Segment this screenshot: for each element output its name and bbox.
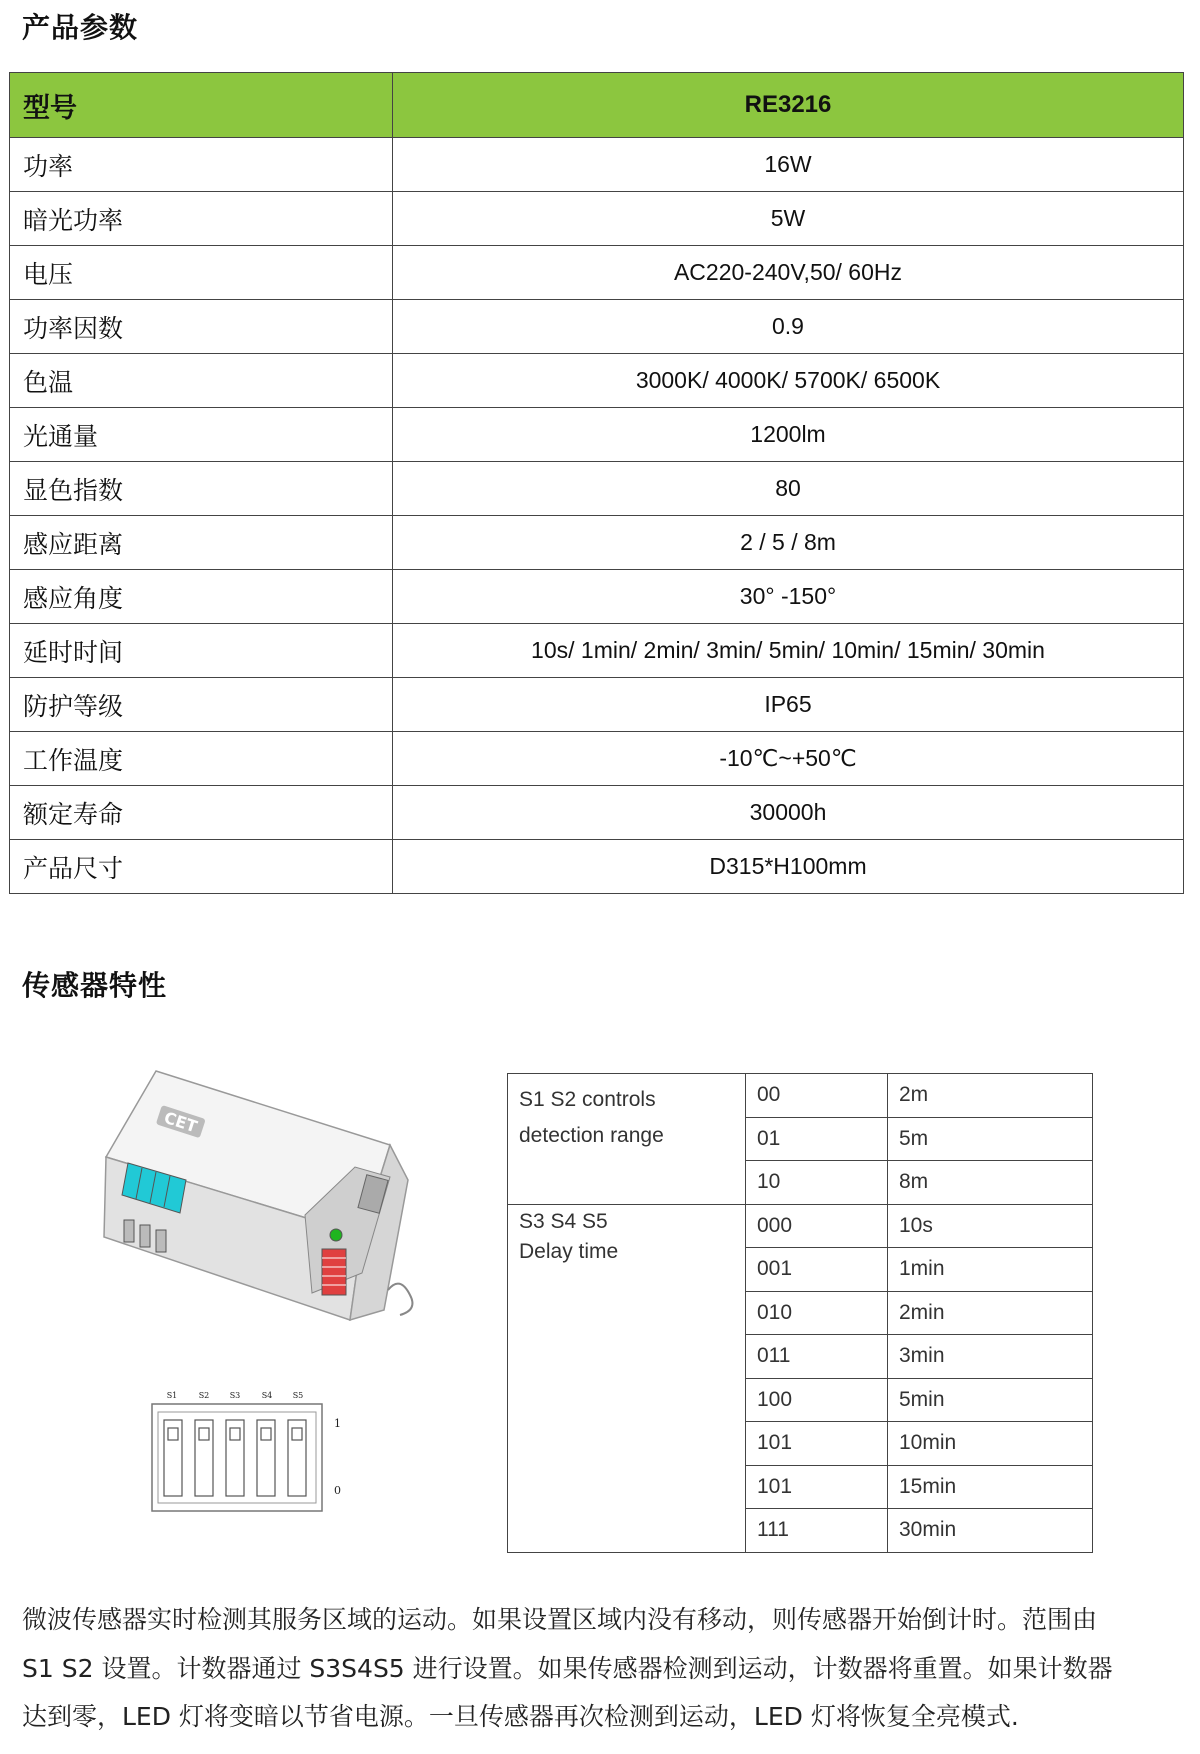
spec-value: 1200lm (393, 408, 1184, 462)
spec-value: 30° -150° (393, 570, 1184, 624)
spec-row (10, 300, 1184, 354)
switch-label: S3 (229, 1391, 241, 1400)
dip-setting-table (507, 1073, 1093, 1553)
spec-row (10, 786, 1184, 840)
sensor-description (22, 1596, 1172, 1742)
spec-value: 2 / 5 / 8m (393, 516, 1184, 570)
delay-label-cell: S3 S4 S5 Delay time (508, 1204, 746, 1552)
spec-value: 3000K/ 4000K/ 5700K/ 6500K (393, 354, 1184, 408)
dip-code: 111 (746, 1509, 888, 1553)
spec-value: D315*H100mm (393, 840, 1184, 894)
dip-code: 01 (746, 1117, 888, 1161)
spec-value: AC220-240V,50/ 60Hz (393, 246, 1184, 300)
spec-value: 80 (393, 462, 1184, 516)
spec-key: 功率 (10, 138, 393, 192)
spec-row (10, 354, 1184, 408)
dip-code: 001 (746, 1248, 888, 1292)
spec-key: 延时时间 (10, 624, 393, 678)
spec-value: 0.9 (393, 300, 1184, 354)
dip-value: 15min (888, 1465, 1093, 1509)
description-line: 微波传感器实时检测其服务区域的运动。如果设置区域内没有移动，则传感器开始倒计时。范围由 (22, 1605, 1098, 1634)
dip-code: 00 (746, 1074, 888, 1118)
logo-text: CET (161, 1107, 200, 1137)
dip-value: 10min (888, 1422, 1093, 1466)
dip-value: 8m (888, 1161, 1093, 1205)
spec-key: 防护等级 (10, 678, 393, 732)
dip-value: 5min (888, 1378, 1093, 1422)
switch-label: S1 (166, 1391, 178, 1400)
switch-label: S5 (292, 1391, 304, 1400)
dip-value: 2min (888, 1291, 1093, 1335)
status-led-icon (330, 1229, 342, 1241)
spec-key: 额定寿命 (10, 786, 393, 840)
dip-code: 011 (746, 1335, 888, 1379)
dip-value: 5m (888, 1117, 1093, 1161)
dip-value: 30min (888, 1509, 1093, 1553)
dip-value: 2m (888, 1074, 1093, 1118)
switch-label: S4 (261, 1391, 273, 1400)
dip-row (508, 1204, 1093, 1248)
dip-row (508, 1074, 1093, 1118)
dip-code: 000 (746, 1204, 888, 1248)
spec-value: 30000h (393, 786, 1184, 840)
dip-switch-red-icon (322, 1249, 346, 1295)
spec-key: 功率因数 (10, 300, 393, 354)
spec-key: 工作温度 (10, 732, 393, 786)
spec-row (10, 732, 1184, 786)
range-label-cell: S1 S2 controls detection range (508, 1074, 746, 1205)
off-label: 0 (334, 1484, 341, 1497)
spec-key: 色温 (10, 354, 393, 408)
description-line: 达到零，LED 灯将变暗以节省电源。一旦传感器再次检测到运动，LED 灯将恢复全亮模式. (22, 1702, 1019, 1731)
dip-code: 101 (746, 1465, 888, 1509)
spec-value: 10s/ 1min/ 2min/ 3min/ 5min/ 10min/ 15min/ 30min (393, 624, 1184, 678)
spec-row (10, 678, 1184, 732)
spec-key: 感应角度 (10, 570, 393, 624)
spec-row (10, 138, 1184, 192)
spec-key: 暗光功率 (10, 192, 393, 246)
spec-key: 光通量 (10, 408, 393, 462)
dip-switch-diagram (148, 1387, 348, 1517)
dip-code: 010 (746, 1291, 888, 1335)
spec-row (10, 840, 1184, 894)
spec-header-key: 型号 (10, 73, 393, 138)
spec-row (10, 570, 1184, 624)
dip-value: 3min (888, 1335, 1093, 1379)
spec-row (10, 246, 1184, 300)
sensor-features-title: 传感器特性 (22, 969, 168, 1002)
spec-key: 电压 (10, 246, 393, 300)
spec-header-value: RE3216 (393, 73, 1184, 138)
spec-key: 显色指数 (10, 462, 393, 516)
spec-value: 5W (393, 192, 1184, 246)
dip-code: 101 (746, 1422, 888, 1466)
dip-code: 10 (746, 1161, 888, 1205)
description-line: S1 S2 设置。计数器通过 S3S4S5 进行设置。如果传感器检测到运动，计数器将重置。如果计数器 (22, 1653, 1113, 1683)
spec-row (10, 624, 1184, 678)
switch-label: S2 (198, 1391, 210, 1400)
spec-key: 感应距离 (10, 516, 393, 570)
spec-value: -10℃~+50℃ (393, 732, 1184, 786)
dip-value: 1min (888, 1248, 1093, 1292)
spec-row (10, 192, 1184, 246)
dip-code: 100 (746, 1378, 888, 1422)
spec-value: IP65 (393, 678, 1184, 732)
spec-row (10, 462, 1184, 516)
spec-header-row (10, 73, 1184, 138)
sensor-module-illustration (100, 1065, 430, 1325)
spec-value: 16W (393, 138, 1184, 192)
product-params-title: 产品参数 (22, 11, 139, 44)
spec-row (10, 408, 1184, 462)
dip-value: 10s (888, 1204, 1093, 1248)
spec-key: 产品尺寸 (10, 840, 393, 894)
spec-row (10, 516, 1184, 570)
on-label: 1 (334, 1417, 341, 1430)
spec-table (9, 72, 1184, 894)
